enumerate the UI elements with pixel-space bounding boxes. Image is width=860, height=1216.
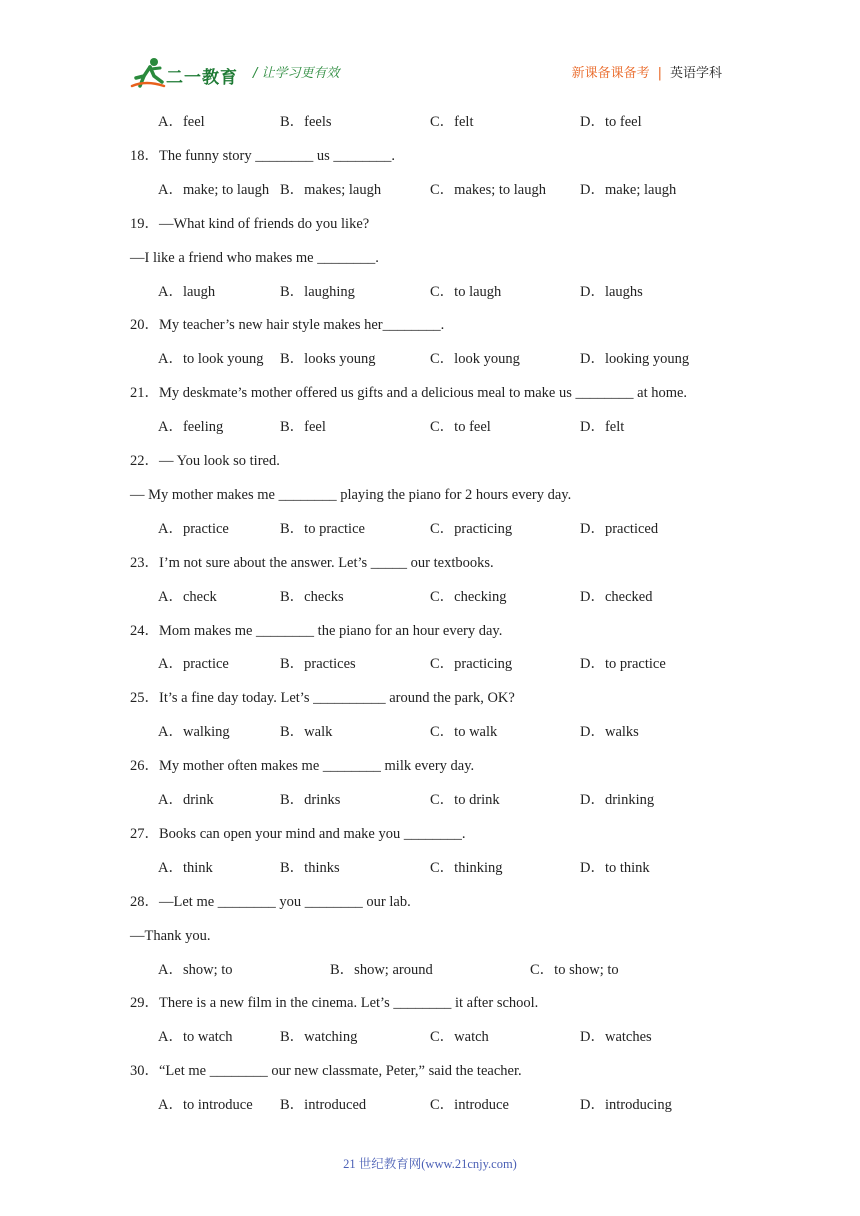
option-b: B．checks [280,588,344,605]
option-a: A．feeling [158,419,224,436]
question-line: 19．—What kind of friends do you like? [130,215,370,232]
option-c: C．thinking [430,859,503,876]
options-row [0,723,860,741]
option-c: C．practicing [430,656,513,673]
option-b: B．show; around [330,961,433,978]
option-c: C．practicing [430,520,513,537]
question-line: 27．Books can open your mind and make you ________. [130,825,466,842]
options-row [0,859,860,877]
option-b: B．practices [280,656,356,673]
question-line: — My mother makes me ________ playing the piano for 2 hours every day. [130,486,572,503]
options-row [0,655,860,673]
header-tag: 新课备课备考 [571,66,650,81]
question-line: 20．My teacher’s new hair style makes her________. [130,317,445,334]
option-d: D．introducing [580,1097,672,1114]
option-d: D．walks [580,724,639,741]
option-a: A．practice [158,656,229,673]
option-b: B．makes; laugh [280,181,382,198]
option-d: D．looking young [580,351,690,368]
option-d: D．to feel [580,114,642,130]
question-line: 30．“Let me ________ our new classmate, Peter,” said the teacher. [130,1063,522,1080]
option-c: C．watch [430,1029,489,1046]
question-line: 23．I’m not sure about the answer. Let’s _____ our textbooks. [130,554,494,571]
options-row [0,1096,860,1114]
option-d: D．make; laugh [580,181,677,198]
option-c: C．checking [430,588,507,605]
question-line: 28．—Let me ________ you ________ our lab. [130,893,411,910]
logo-text: 二一教育 [166,68,238,88]
question-line: —Thank you. [130,927,211,944]
option-b: B．drinks [280,792,341,808]
option-b: B．feel [280,419,326,436]
option-c: C．felt [430,114,474,130]
question-line: 22．— You look so tired. [130,453,280,469]
options-row [0,1028,860,1046]
option-c: C．introduce [430,1097,509,1114]
question-line: 25．It’s a fine day today. Let’s __________ around the park, OK? [130,690,515,707]
option-a: A．think [158,859,213,876]
option-c: C．makes; to laugh [430,181,546,198]
options-row [0,791,860,809]
option-d: D．watches [580,1029,652,1046]
options-row [0,520,860,538]
header-subject: 英语学科 [669,66,722,81]
option-a: A．to introduce [158,1097,253,1114]
option-a: A．feel [158,114,205,130]
option-d: D．laughs [580,283,643,300]
option-c: C．to show; to [530,961,619,978]
page-footer: 21 世纪教育网(www.21cnjy.com) [343,1157,517,1171]
option-a: A．to watch [158,1029,233,1046]
question-line: 29．There is a new film in the cinema. Let’s ________ it after school. [130,995,539,1012]
option-a: A．show; to [158,961,233,978]
option-c: C．to drink [430,792,500,808]
question-line: 24．Mom makes me ________ the piano for an hour every day. [130,622,503,639]
options-row [0,113,860,131]
header-right [572,62,722,81]
option-b: B．introduced [280,1097,367,1114]
option-b: B．watching [280,1029,358,1046]
option-b: B．to practice [280,520,365,537]
brand-logo [130,56,240,90]
options-row [0,418,860,436]
page-header [0,0,860,100]
options-row [0,961,860,979]
option-d: D．to think [580,859,650,876]
options-row [0,350,860,368]
option-d: D．felt [580,419,625,436]
option-b: B．thinks [280,859,340,876]
question-line: 18．The funny story ________ us ________. [130,147,396,164]
option-a: A．check [158,588,217,605]
option-a: A．drink [158,792,214,808]
option-c: C．to feel [430,419,491,436]
option-b: B．walk [280,724,333,741]
options-row [0,588,860,606]
option-d: D．drinking [580,792,655,808]
option-a: A．make; to laugh [158,181,270,198]
option-a: A．walking [158,724,230,741]
header-slogan: / 让学习更有效 [253,66,340,81]
option-b: B．laughing [280,283,355,300]
running-figure-icon [130,56,170,90]
options-row [0,181,860,199]
option-c: C．to walk [430,724,498,741]
option-d: D．practiced [580,520,659,537]
option-b: B．looks young [280,351,376,368]
question-line: 21．My deskmate’s mother offered us gifts and a delicious meal to make us ________ at home. [130,385,688,402]
option-c: C．look young [430,351,520,368]
option-d: D．checked [580,588,653,605]
option-c: C．to laugh [430,283,502,300]
option-d: D．to practice [580,656,666,673]
header-separator: | [657,66,662,81]
question-line: —I like a friend who makes me ________. [130,249,379,266]
option-a: A．to look young [158,351,264,368]
question-line: 26．My mother often makes me ________ milk every day. [130,758,475,775]
option-a: A．laugh [158,283,216,300]
option-a: A．practice [158,520,229,537]
option-b: B．feels [280,114,332,130]
options-row [0,283,860,301]
